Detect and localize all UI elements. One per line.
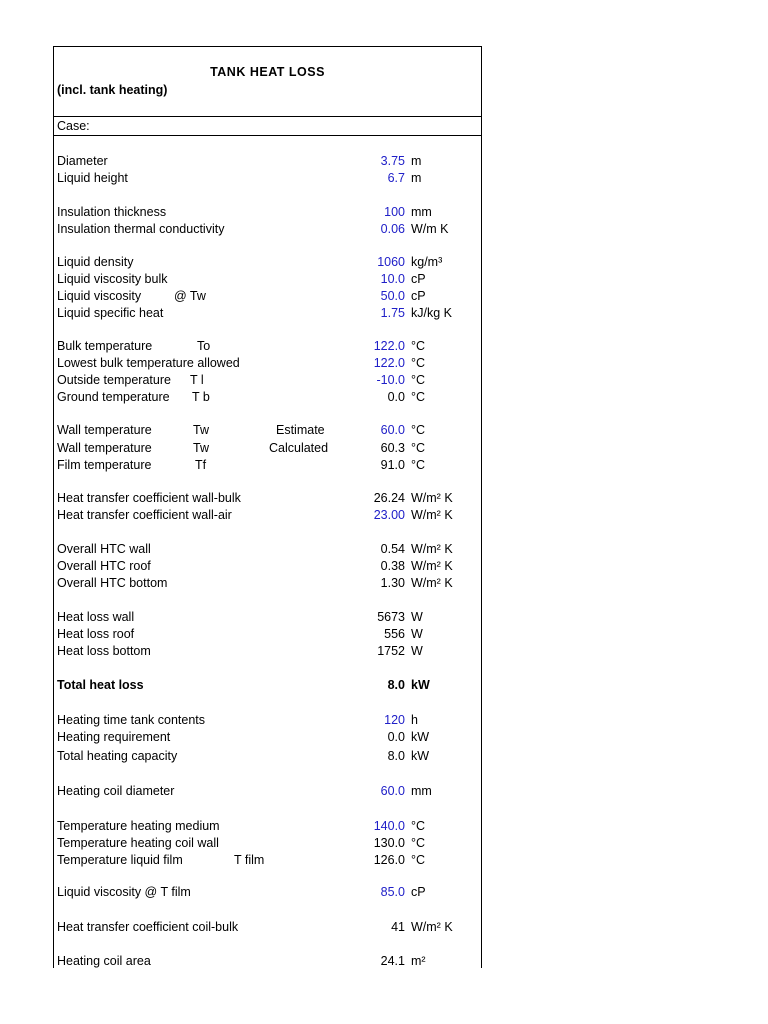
row-value: 91.0 — [380, 458, 405, 472]
row-value: 556 — [384, 627, 405, 641]
row-label: Heating requirement — [57, 730, 171, 744]
row-label: Insulation thermal conductivity — [57, 222, 225, 236]
row-label: Total heating capacity — [57, 749, 178, 763]
row-unit: °C — [411, 458, 426, 472]
table-row — [54, 919, 481, 936]
row-value[interactable]: 0.06 — [380, 222, 405, 236]
row-label: Insulation thickness — [57, 205, 167, 219]
row-value: 60.3 — [380, 441, 405, 455]
row-unit: W — [411, 610, 423, 624]
row-value: 8.0 — [387, 678, 405, 692]
table-row — [54, 490, 481, 507]
table-row — [54, 355, 481, 372]
row-label: Liquid density — [57, 255, 134, 269]
page-title: TANK HEAT LOSS — [210, 65, 325, 79]
row-label: Total heat loss — [57, 678, 144, 692]
row-value[interactable]: 60.0 — [380, 423, 405, 437]
table-row — [54, 609, 481, 626]
table-row — [54, 271, 481, 288]
row-label: Wall temperature — [57, 423, 152, 437]
row-unit: W/m² K — [411, 508, 453, 522]
row-label: Heat transfer coefficient coil-bulk — [57, 920, 239, 934]
table-row — [54, 575, 481, 592]
row-symbol: Tw — [193, 441, 209, 455]
row-label: Overall HTC roof — [57, 559, 151, 573]
row-label: Heat loss roof — [57, 627, 135, 641]
row-value: 24.1 — [380, 954, 405, 968]
row-label: Heat transfer coefficient wall-air — [57, 508, 232, 522]
row-value: 1.30 — [380, 576, 405, 590]
row-unit: m² — [411, 954, 426, 968]
table-row — [54, 643, 481, 660]
row-label: Heat loss bottom — [57, 644, 151, 658]
table-row — [54, 748, 481, 765]
row-value[interactable]: 1060 — [377, 255, 405, 269]
table-row — [54, 852, 481, 869]
row-label: Film temperature — [57, 458, 152, 472]
row-symbol: @ Tw — [174, 289, 206, 303]
row-note: Estimate — [276, 423, 325, 437]
row-unit: kW — [411, 749, 430, 763]
row-unit: °C — [411, 853, 426, 867]
row-symbol: T film — [234, 853, 265, 867]
row-label: Temperature liquid film — [57, 853, 183, 867]
row-label: Liquid viscosity bulk — [57, 272, 168, 286]
table-row — [54, 818, 481, 835]
row-value[interactable]: 3.75 — [380, 154, 405, 168]
row-unit: cP — [411, 289, 426, 303]
row-label: Liquid viscosity @ T film — [57, 885, 191, 899]
row-unit: h — [411, 713, 418, 727]
row-value: 0.38 — [380, 559, 405, 573]
row-unit: W/m² K — [411, 920, 453, 934]
row-symbol: Tf — [195, 458, 207, 472]
row-label: Heat transfer coefficient wall-bulk — [57, 491, 241, 505]
table-row — [54, 541, 481, 558]
table-row — [54, 558, 481, 575]
row-unit: kJ/kg K — [411, 306, 452, 320]
row-label: Heating coil diameter — [57, 784, 175, 798]
table-row — [54, 677, 481, 694]
row-label: Overall HTC wall — [57, 542, 151, 556]
table-row — [54, 372, 481, 389]
row-value: 0.0 — [387, 390, 405, 404]
table-row — [54, 884, 481, 901]
tank-heat-loss-sheet — [53, 46, 482, 968]
row-symbol: T b — [192, 390, 210, 404]
row-unit: cP — [411, 885, 426, 899]
row-value: 5673 — [377, 610, 405, 624]
row-unit: °C — [411, 373, 426, 387]
row-label: Ground temperature — [57, 390, 170, 404]
row-value[interactable]: 140.0 — [373, 819, 405, 833]
row-unit: °C — [411, 339, 426, 353]
row-unit: °C — [411, 356, 426, 370]
row-value: 26.24 — [373, 491, 405, 505]
row-label: Liquid specific heat — [57, 306, 164, 320]
row-value: 1752 — [377, 644, 405, 658]
row-value[interactable]: 1.75 — [380, 306, 405, 320]
table-row — [54, 288, 481, 305]
row-value[interactable]: 122.0 — [373, 356, 405, 370]
row-symbol: T l — [190, 373, 204, 387]
table-row — [54, 170, 481, 187]
row-symbol: Tw — [193, 423, 209, 437]
row-value[interactable]: 100 — [384, 205, 405, 219]
page-subtitle: (incl. tank heating) — [57, 83, 168, 97]
row-unit: W/m² K — [411, 559, 453, 573]
table-row — [54, 626, 481, 643]
row-label: Diameter — [57, 154, 108, 168]
table-row — [54, 422, 481, 439]
row-label: Temperature heating medium — [57, 819, 220, 833]
row-unit: mm — [411, 784, 432, 798]
row-value[interactable]: 122.0 — [373, 339, 405, 353]
row-value[interactable]: 120 — [384, 713, 405, 727]
row-label: Outside temperature — [57, 373, 171, 387]
row-unit: mm — [411, 205, 432, 219]
table-row — [54, 835, 481, 852]
row-unit: cP — [411, 272, 426, 286]
row-unit: kW — [411, 678, 430, 692]
table-row — [54, 953, 481, 970]
row-label: Lowest bulk temperature allowed — [57, 356, 240, 370]
row-value[interactable]: 60.0 — [380, 784, 405, 798]
row-value: 41 — [391, 920, 405, 934]
row-value[interactable]: -10.0 — [376, 373, 405, 387]
row-label: Heating coil area — [57, 954, 151, 968]
table-row — [54, 254, 481, 271]
row-value[interactable]: 10.0 — [380, 272, 405, 286]
row-label: Overall HTC bottom — [57, 576, 168, 590]
table-row — [54, 457, 481, 474]
row-value[interactable]: 50.0 — [380, 289, 405, 303]
table-row — [54, 507, 481, 524]
table-row — [54, 153, 481, 170]
row-label: Bulk temperature — [57, 339, 153, 353]
case-row[interactable] — [54, 117, 481, 136]
row-value: 126.0 — [373, 853, 405, 867]
table-row — [54, 204, 481, 221]
row-value[interactable]: 23.00 — [373, 508, 405, 522]
table-row — [54, 389, 481, 406]
table-row — [54, 305, 481, 322]
row-unit: W/m² K — [411, 576, 453, 590]
row-unit: °C — [411, 390, 426, 404]
row-note: Calculated — [269, 441, 329, 455]
row-label: Liquid height — [57, 171, 128, 185]
row-label: Temperature heating coil wall — [57, 836, 219, 850]
row-unit: °C — [411, 836, 426, 850]
row-unit: W/m² K — [411, 491, 453, 505]
row-unit: W — [411, 627, 423, 641]
table-row — [54, 783, 481, 800]
row-symbol: To — [197, 339, 211, 353]
row-unit: m — [411, 154, 422, 168]
row-label: Heat loss wall — [57, 610, 135, 624]
row-label: Liquid viscosity — [57, 289, 142, 303]
row-value: 0.54 — [380, 542, 405, 556]
row-label: Heating time tank contents — [57, 713, 205, 727]
header-box — [54, 47, 481, 117]
row-value: 0.0 — [387, 730, 405, 744]
row-value: 130.0 — [373, 836, 405, 850]
row-unit: m — [411, 171, 422, 185]
row-unit: °C — [411, 441, 426, 455]
row-value[interactable]: 85.0 — [380, 885, 405, 899]
table-row — [54, 221, 481, 238]
row-unit: °C — [411, 819, 426, 833]
row-unit: kg/m³ — [411, 255, 443, 269]
row-unit: °C — [411, 423, 426, 437]
table-row — [54, 440, 481, 457]
table-row — [54, 338, 481, 355]
row-unit: kW — [411, 730, 430, 744]
table-row — [54, 712, 481, 729]
row-unit: W/m² K — [411, 542, 453, 556]
case-label: Case: — [57, 119, 90, 133]
row-unit: W/m K — [411, 222, 449, 236]
row-label: Wall temperature — [57, 441, 152, 455]
row-unit: W — [411, 644, 423, 658]
row-value: 8.0 — [387, 749, 405, 763]
row-value[interactable]: 6.7 — [387, 171, 405, 185]
table-row — [54, 729, 481, 746]
